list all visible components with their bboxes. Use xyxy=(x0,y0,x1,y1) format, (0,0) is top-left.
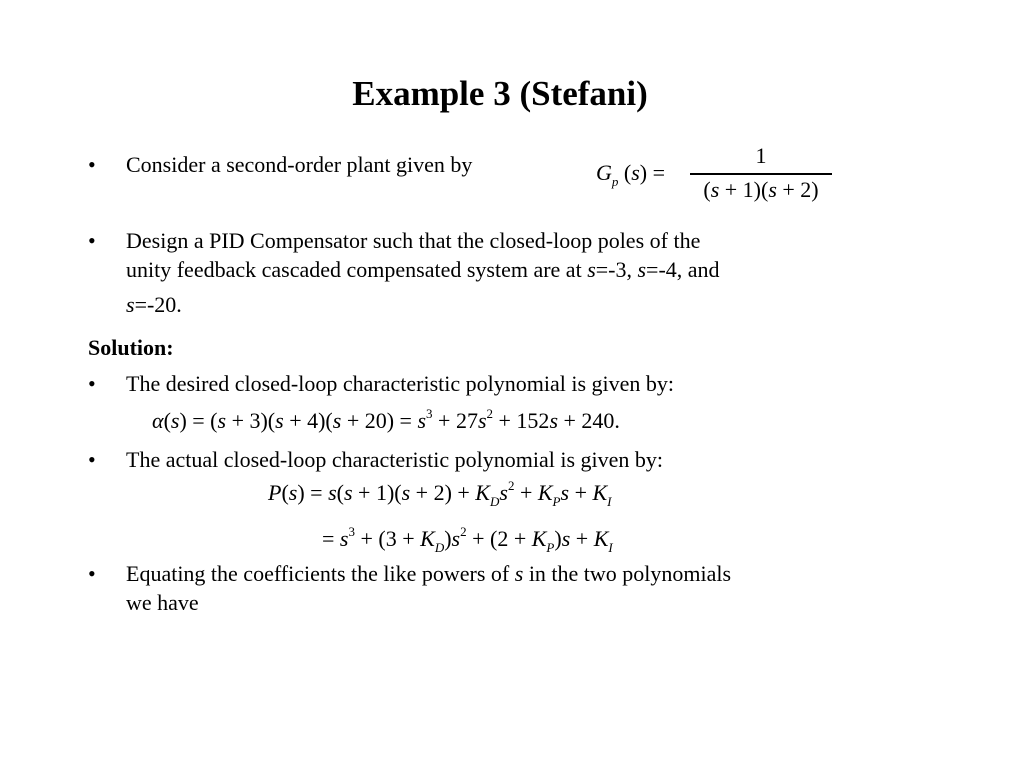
plant-s: s xyxy=(631,160,640,185)
plant-paren-open: ( xyxy=(618,160,632,185)
plant-denominator: (s + 1)(s + 2) xyxy=(703,176,819,202)
alpha-equation: $\alpha(s) = (s + 3)(s + 4)(s + 20) = s^3 + 27s^2 + 152s + 240$. xyxy=(152,406,620,433)
bullet-2-text xyxy=(126,226,720,319)
bullet-2-glyph: • xyxy=(88,228,96,253)
plant-equals: ) = xyxy=(639,160,666,185)
bullet-5-text xyxy=(126,559,731,617)
solution-label: Solution: xyxy=(88,335,174,360)
p-equation-line-1: $P(s) = s(s + 1)(s + 2) + K_Ds^2 + K_Ps + K_I$ xyxy=(268,478,612,509)
slide-title: Example 3 (Stefani) xyxy=(352,74,648,113)
bullet-5-line-2: we have xyxy=(126,590,199,615)
bullet-2-line-2: unity feedback cascaded compensated system are at s=-3, s=-4, and xyxy=(126,257,720,282)
plant-fraction xyxy=(690,143,832,203)
bullet-3-glyph: • xyxy=(88,371,96,396)
plant-sub-p: p xyxy=(611,174,619,189)
bullet-1-glyph: • xyxy=(88,152,96,177)
bullet-2-line-3: s=-20. xyxy=(126,292,182,317)
bullet-5-line-1: Equating the coefficients the like powers of s in the two polynomials xyxy=(126,561,732,586)
plant-G: G xyxy=(596,160,612,185)
plant-numerator: 1 xyxy=(755,143,767,168)
plant-fraction-bar xyxy=(690,173,832,175)
bullet-1-text: Consider a second-order plant given by xyxy=(126,152,473,177)
bullet-4-text: The actual closed-loop characteristic polynomial is given by: xyxy=(126,447,663,472)
bullet-5-glyph: • xyxy=(88,561,96,586)
plant-lhs xyxy=(596,160,666,189)
bullet-2-line-1: Design a PID Compensator such that the closed-loop poles of the xyxy=(126,228,701,253)
bullet-3-text: The desired closed-loop characteristic polynomial is given by: xyxy=(126,371,675,396)
p-equation-line-2: = $s^3 + (3 + K_D)s^2 + (2 + K_P)s + K_I$ xyxy=(322,524,613,555)
bullet-4-glyph: • xyxy=(88,447,96,472)
